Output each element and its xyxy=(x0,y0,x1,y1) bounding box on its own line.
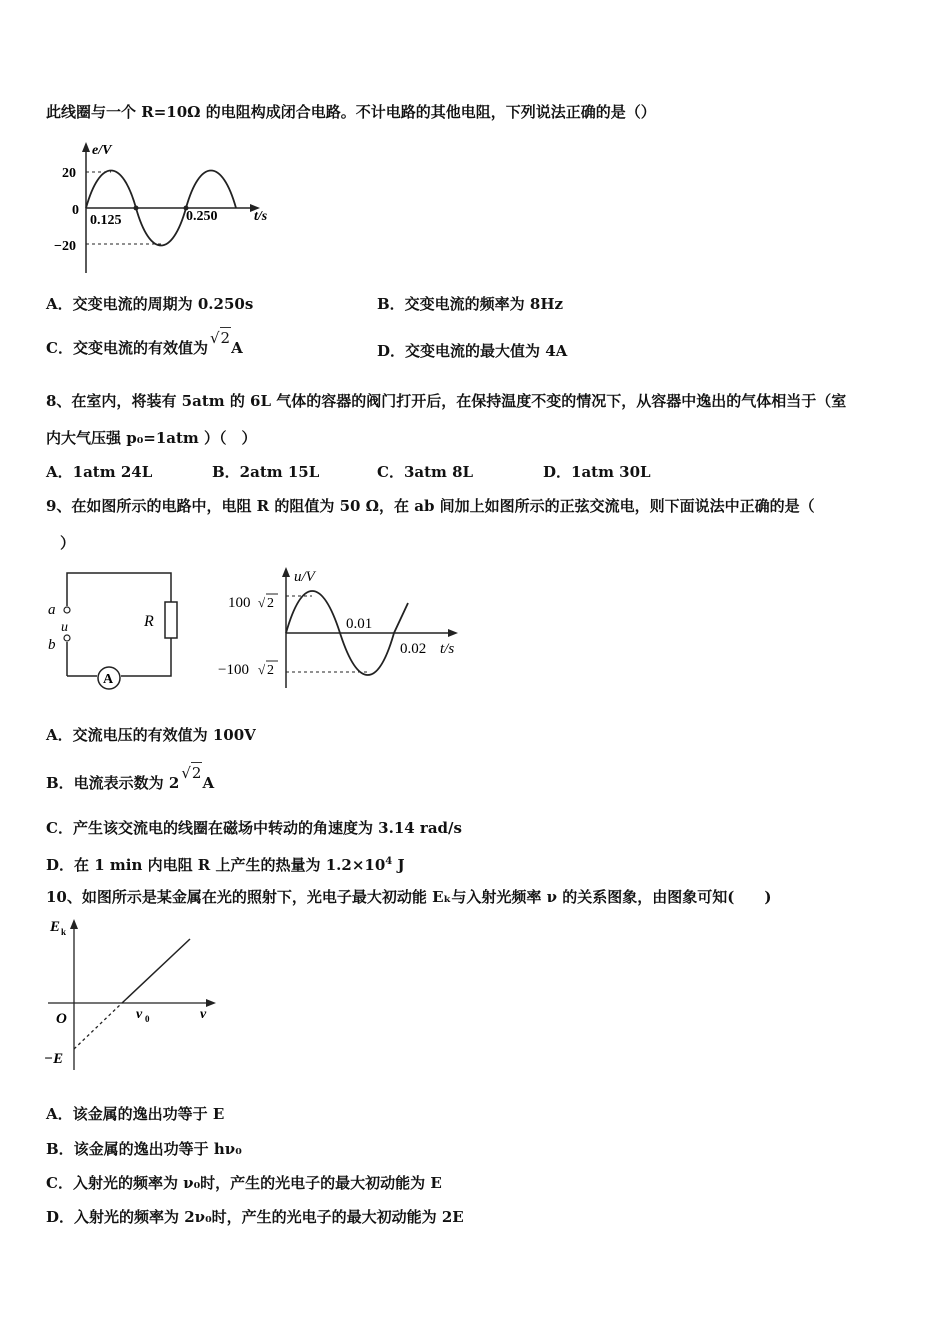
y-min-rad: 2 xyxy=(267,663,274,678)
q9-option-b-suffix: A xyxy=(202,774,215,792)
q8-stem-line1: 8、在室内，将装有 5atm 的 6L 气体的容器的阀门打开后，在保持温度不变的情况下，从容器中逸出的气体相当于（室 xyxy=(46,392,847,410)
ek-line-extension xyxy=(74,1003,122,1049)
ammeter-label: A xyxy=(103,672,114,687)
q9-stem-line2: ） xyxy=(60,534,76,552)
y-max-label: 20 xyxy=(62,166,76,181)
circuit-wire xyxy=(67,573,171,676)
x-axis-label: ν xyxy=(200,1007,207,1022)
q10-option-a[interactable]: A．该金属的逸出功等于 E xyxy=(46,1105,225,1123)
sqrt-symbol: √2 xyxy=(209,329,231,347)
origin-label: 0 xyxy=(72,203,79,218)
q7-option-c-prefix: C．交变电流的有效值为 xyxy=(46,339,208,357)
y-axis-arrow-icon xyxy=(282,567,290,577)
q10-stem: 10、如图所示是某金属在光的照射下，光电子最大初动能 Eₖ与入射光频率 ν 的关系图象，由图象可知( ) xyxy=(46,888,772,906)
label-u: u xyxy=(61,620,68,635)
q9-option-d[interactable] xyxy=(46,852,405,875)
q10-graph xyxy=(42,915,222,1079)
y-axis-arrow-icon xyxy=(82,142,90,152)
q8-option-c[interactable]: C．3atm 8L xyxy=(377,463,474,481)
terminal-b xyxy=(64,635,70,641)
terminal-a xyxy=(64,607,70,613)
q8-option-b[interactable]: B．2atm 15L xyxy=(212,463,320,481)
y-axis-label: e/V xyxy=(92,143,112,158)
y-max-label: 100 xyxy=(228,595,251,611)
v0-sub: 0 xyxy=(145,1014,150,1024)
y-axis-label: E xyxy=(50,919,61,935)
q9-option-d-suffix: J xyxy=(392,856,405,874)
y-min-label: −100 xyxy=(218,662,249,678)
q9-graph xyxy=(212,563,472,697)
q9-stem-line1: 9、在如图所示的电路中，电阻 R 的阻值为 50 Ω，在 ab 间加上如图所示的正弦交流电，则下面说法中正确的是（ xyxy=(46,497,815,515)
label-a: a xyxy=(48,602,56,618)
sqrt-symbol: √2 xyxy=(181,764,202,782)
x-axis-arrow-icon xyxy=(448,629,458,637)
v0-label: ν xyxy=(136,1007,143,1022)
q9-option-b[interactable] xyxy=(46,764,215,793)
ek-line xyxy=(122,939,190,1003)
q9-option-c[interactable]: C．产生该交流电的线圈在磁场中转动的角速度为 3.14 rad/s xyxy=(46,819,462,837)
x-axis-arrow-icon xyxy=(206,999,216,1007)
q9-option-a[interactable]: A．交流电压的有效值为 100V xyxy=(46,726,256,744)
q7-graph xyxy=(50,138,290,282)
x-axis-label: t/s xyxy=(440,641,455,657)
origin-label: O xyxy=(56,1011,67,1027)
q10-option-b[interactable]: B．该金属的逸出功等于 hν₀ xyxy=(46,1140,242,1158)
t2-label: 0.250 xyxy=(186,209,218,224)
q8-option-a[interactable]: A．1atm 24L xyxy=(46,463,153,481)
neg-e-label: −E xyxy=(44,1051,64,1067)
t1-label: 0.01 xyxy=(346,616,373,632)
q8-option-d[interactable]: D．1atm 30L xyxy=(543,463,651,481)
y-axis-arrow-icon xyxy=(70,919,78,929)
q8-stem-line2: 内大气压强 p₀=1atm ）（ ） xyxy=(46,429,257,447)
q10-option-d[interactable]: D．入射光的频率为 2ν₀时，产生的光电子的最大初动能为 2E xyxy=(46,1208,464,1226)
resistor xyxy=(165,602,177,638)
q10-option-c[interactable]: C．入射光的频率为 ν₀时，产生的光电子的最大初动能为 E xyxy=(46,1174,442,1192)
label-b: b xyxy=(48,637,56,653)
y-axis-sub: k xyxy=(61,927,67,937)
q9-option-b-prefix: B．电流表示数为 2 xyxy=(46,774,180,792)
q9-option-d-exp: 4 xyxy=(385,856,393,867)
y-axis-label: u/V xyxy=(294,569,315,585)
label-r: R xyxy=(144,613,154,630)
q9-option-d-prefix: D．在 1 min 内电阻 R 上产生的热量为 1.2×10 xyxy=(46,856,386,874)
q9-circuit xyxy=(44,565,194,699)
t1-label: 0.125 xyxy=(90,213,122,228)
q7-stem: 此线圈与一个 R=10Ω 的电阻构成闭合电路。不计电路的其他电阻，下列说法正确的是（） xyxy=(46,103,656,121)
x-axis-label: t/s xyxy=(254,209,268,224)
q7-option-c-suffix: A xyxy=(231,339,243,357)
q7-option-b[interactable]: B．交变电流的频率为 8Hz xyxy=(377,295,564,313)
q7-option-c[interactable] xyxy=(46,329,243,358)
y-min-label: −20 xyxy=(54,239,76,254)
y-max-rad: 2 xyxy=(267,596,274,611)
q7-option-d[interactable]: D．交变电流的最大值为 4A xyxy=(377,342,568,360)
sqrt-icon: √ xyxy=(258,662,266,677)
q7-option-a[interactable]: A．交变电流的周期为 0.250s xyxy=(46,295,254,313)
sqrt-icon: √ xyxy=(258,595,266,610)
t2-label: 0.02 xyxy=(400,641,427,657)
